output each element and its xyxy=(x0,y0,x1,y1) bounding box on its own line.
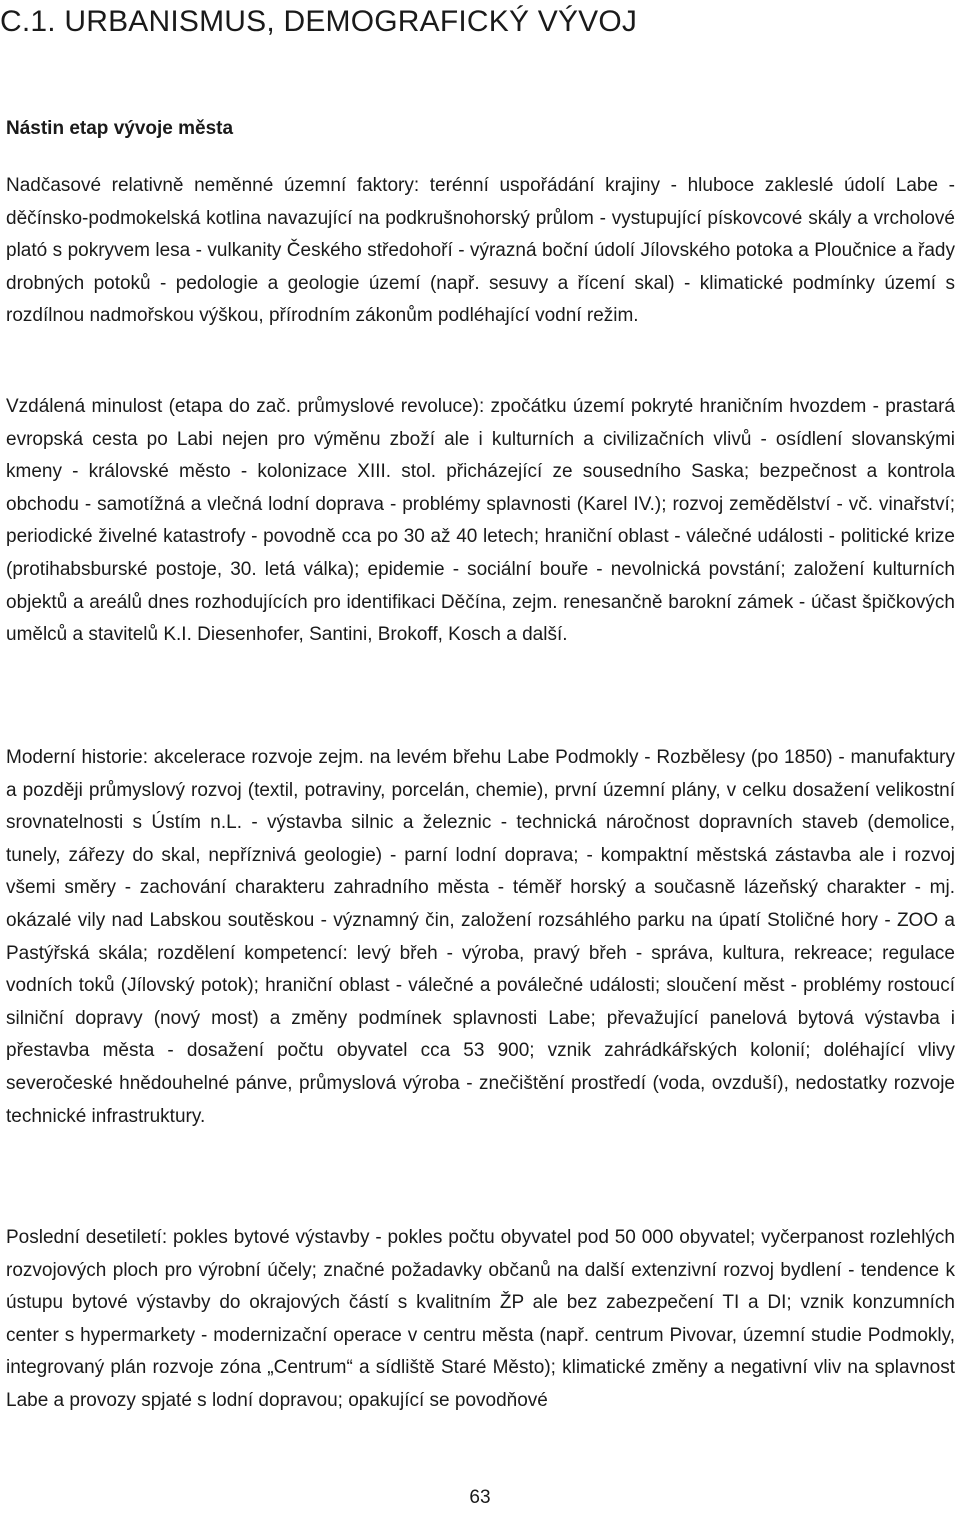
paragraph-timeless-factors: Nadčasové relativně neměnné územní faktory: terénní uspořádání krajiny - hluboce zakleslé údolí Labe - děčínsko-podmokelská kotlina navazující na podkrušnohorský průlom - vystupující pískovcové skály a vrcholové plató s pokryvem lesa - vulkanity Českého středohoří - výrazná boční údolí Jílovského potoka a Ploučnice a řady drobných potoků - pedologie a geologie území (např. sesuvy a řícení skal) - klimatické podmínky území s rozdílnou nadmořskou výškou, přírodním zákonům podléhající vodní režim. xyxy=(6,175,955,327)
page-number: 63 xyxy=(469,1487,491,1508)
section-title: Nástin etap vývoje města xyxy=(6,118,234,139)
paragraph-last-decade: Poslední desetiletí: pokles bytové výstavby - pokles počtu obyvatel pod 50 000 obyvatel; vyčerpanost rozlehlých rozvojových ploch pro výrobní účely; značné požadavky občanů na další extenzivní rozvoj bydlení - tendence k ústupu bytové výstavby do okrajových částí s kvalitním ŽP ale bez zabezpečení TI a DI; vznik konzumních center s hypermarkety - modernizační operace v centru města (např. centrum Pivovar, územní studie Podmokly, integrovaný plán rozvoje zóna „Centrum“ a sídliště Staré Město); klimatické změny a negativní vliv na splavnost Labe a provozy spjaté s lodní dopravou; opakující se povodňové xyxy=(6,1227,955,1411)
paragraph-modern-history: Moderní historie: akcelerace rozvoje zejm. na levém břehu Labe Podmokly - Rozbělesy (po 1850) - manufaktury a později průmyslový rozvoj (textil, potraviny, porcelán, chemie), první územní plány, v celku dosažení velikostní srovnatelnosti s Ústím n.L. - výstavba silnic a železnic - technická náročnost dopravních staveb (demolice, tunely, zářezy do skal, nepříznivá geologie) - parní lodní doprava; - kompaktní městská zástavba ale i rozvoj všemi směry - zachování charakteru zahradního města - téměř horský a současně lázeňský charakter - mj. okázalé vily nad Labskou soutěskou - významný čin, založení rozsáhlého parku na úpatí Stoličné hory - ZOO a Pastýřská skála; rozdělení kompetencí: levý břeh - výroba, pravý břeh - správa, kultura, rekreace; regulace vodních toků (Jílovský potok); hraniční oblast - válečné a poválečné události; sloučení měst - problémy rostoucí silniční dopravy (nový most) a změny podmínek splavnosti Labe; převažující panelová bytová výstavba i přestavba města - dosažení počtu obyvatel cca 53 900; vznik zahrádkářských kolonií; doléhající vlivy severočeské hnědouhelné pánve, průmyslová výroba - znečištění prostředí (voda, ovzduší), nedostatky rozvoje technické infrastruktury. xyxy=(6,747,955,1127)
chapter-title: C.1. URBANISMUS, DEMOGRAFICKÝ VÝVOJ xyxy=(0,5,638,38)
paragraph-distant-past: Vzdálená minulost (etapa do zač. průmyslové revoluce): zpočátku území pokryté hraničním hvozdem - prastará evropská cesta po Labi nejen pro výměnu zboží ale i kulturních a civilizačních vlivů - osídlení slovanskými kmeny - královské město - kolonizace XIII. stol. přicházející ze sousedního Saska; bezpečnost a kontrola obchodu - samotížná a vlečná lodní doprava - problémy splavnosti (Karel IV.); rozvoj zemědělství - vč. vinařství; periodické živelné katastrofy - povodně cca po 30 až 40 letech; hraniční oblast - válečné události - politické krize (protihabsburské postoje, 30. letá válka); epidemie - sociální bouře - nevolnická povstání; založení kulturních objektů a areálů dnes rozhodujících pro identifikaci Děčína, zejm. renesančně barokní zámek - účast špičkových umělců a stavitelů K.I. Diesenhofer, Santini, Brokoff, Kosch a další. xyxy=(6,396,955,646)
